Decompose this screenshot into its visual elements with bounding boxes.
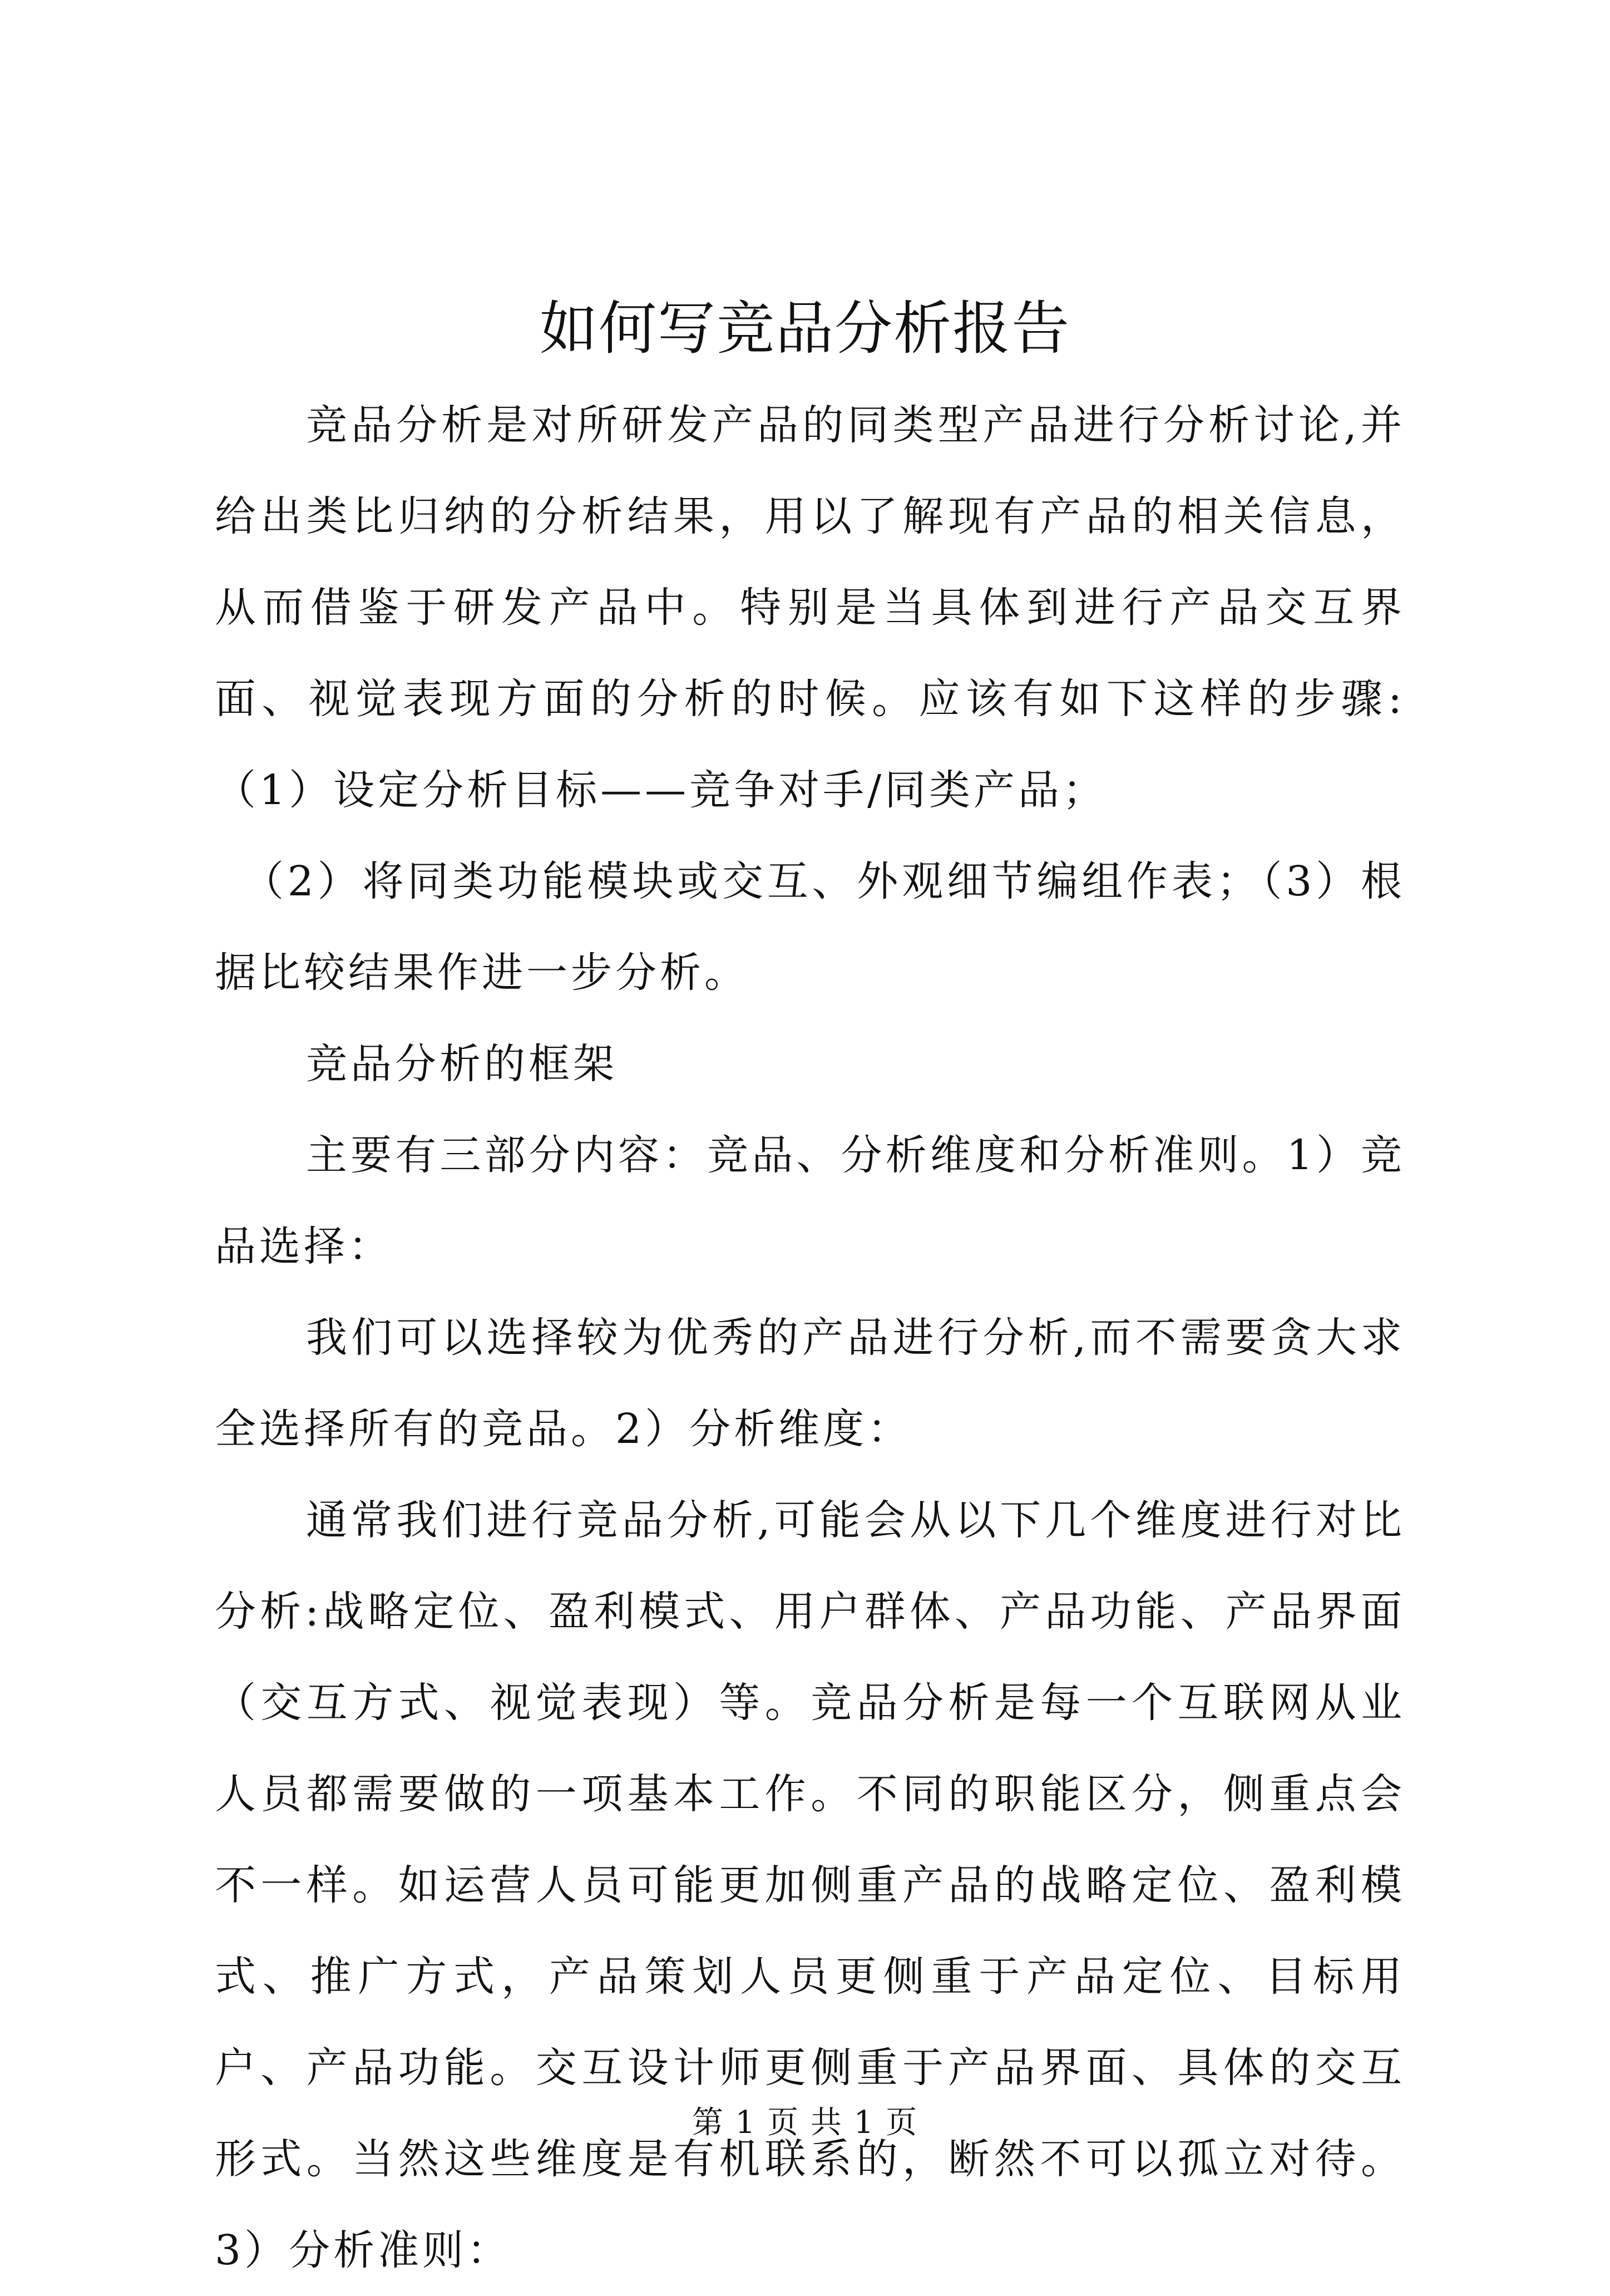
paragraph-selection: 我们可以选择较为优秀的产品进行分析,而不需要贪大求全选择所有的竞品。2）分析维度： xyxy=(215,1314,1405,1453)
paragraph-framework-heading: 竞品分析的框架 xyxy=(306,1040,618,1088)
page-footer: 第 1 页 共 1 页 xyxy=(692,2105,918,2141)
paragraph-intro: 竞品分析是对所研发产品的同类型产品进行分析讨论,并给出类比归纳的分析结果，用以了解现有产品的相关信息，从而借鉴于研发产品中。特别是当具体到进行产品交互界面、视觉表现方面的分析的时候。应该有如下这样的步骤:（1）设定分析目标——竞争对手/同类产品； xyxy=(215,401,1405,814)
document-title: 如何写竞品分析报告 xyxy=(539,294,1070,362)
document-body xyxy=(215,380,1405,2296)
paragraph-steps: （2）将同类功能模块或交互、外观细节编组作表；（3）根据比较结果作进一步分析。 xyxy=(215,858,1405,997)
paragraph-framework-parts: 主要有三部分内容：竞品、分析维度和分析准则。1）竞品选择： xyxy=(215,1131,1405,1270)
paragraph-dimensions: 通常我们进行竞品分析,可能会从以下几个维度进行对比分析:战略定位、盈利模式、用户群体、产品功能、产品界面（交互方式、视觉表现）等。竞品分析是每一个互联网从业人员都需要做的一项基本工作。不同的职能区分，侧重点会不一样。如运营人员可能更加侧重产品的战略定位、盈利模式、推广方式，产品策划人员更侧重于产品定位、目标用户、产品功能。交互设计师更侧重于产品界面、具体的交互形式。当然这些维度是有机联系的，断然不可以孤立对待。3）分析准则： xyxy=(215,1496,1405,2274)
